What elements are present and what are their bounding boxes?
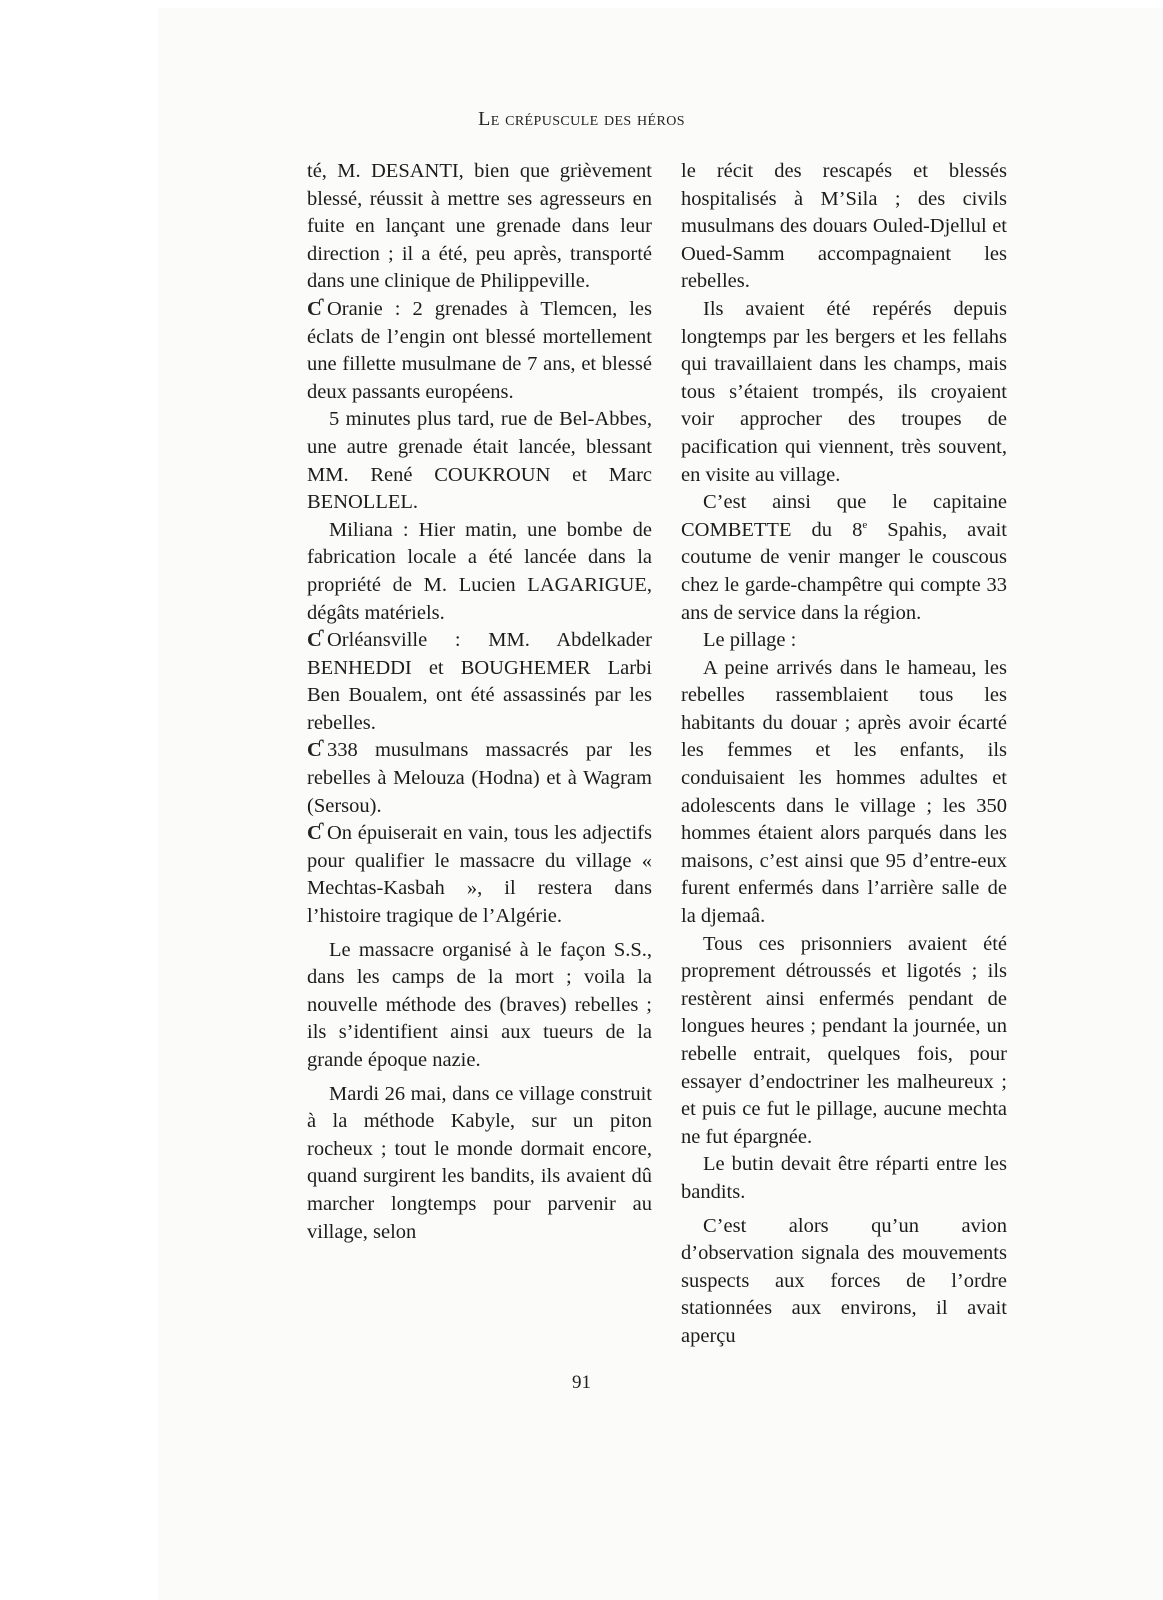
paragraph-text: C’est ainsi que le capitaine COMBETTE du 8 — [681, 491, 1007, 541]
paragraph: Ils avaient été repérés depuis longtemps par les bergers et les fellahs qui travaillaient dans les champs, mais tous s’étaient trompés, ils croyaient voir approcher des troupes de pacification qui viennent, très souvent, en visite au village. — [681, 297, 1007, 486]
paragraph: Miliana : Hier matin, une bombe de fabrication locale a été lancée dans la propriété de M. Lucien LAGARIGUE, dégâts matériels. — [307, 518, 652, 624]
paragraph: Le butin devait être réparti entre les bandits. — [681, 1153, 1007, 1203]
paragraph-text: Oranie : 2 grenades à Tlemcen, les éclats de l’engin ont blessé mortellement une fillette musulmane de 7 ans, et blessé deux passants européens. — [307, 297, 652, 403]
paragraph: Tous ces prisonniers avaient été proprement détroussés et ligotés ; ils restèrent ainsi enfermés pendant de longues heures ; pendant la journée, un rebelle entrait, quelques fois, pour essayer d’endoctriner les malheureux ; et puis ce fut le pillage, aucune mechta ne fut épargnée. — [681, 932, 1007, 1148]
ordinal-superscript: e — [862, 518, 868, 531]
paragraph: C’est alors qu’un avion d’observation signala des mouvements suspects aux forces de l’ordre stationnées aux environs, il avait aperçu — [681, 1214, 1007, 1347]
right-text-column — [681, 158, 1007, 1351]
paragraph-text: On épuiserait en vain, tous les adjectifs pour qualifier le massacre du village « Mechtas-Kasbah », il restera dans l’histoire tragique de l’Algérie. — [307, 822, 652, 928]
paragraph: té, M. DESANTI, bien que grièvement blessé, réussit à mettre ses agresseurs en fuite en lançant une grenade dans leur direction ; il a été, peu après, transporté dans une clinique de Philippeville. — [307, 160, 652, 293]
bullet-paragraph — [307, 737, 652, 820]
paragraph: le récit des rescapés et blessés hospitalisés à M’Sila ; des civils musulmans des douars Ouled-Djellul et Oued-Samm accompagnaient les rebelles. — [681, 160, 1007, 293]
running-title: Le crépuscule des héros — [478, 108, 685, 130]
paragraph: A peine arrivés dans le hameau, les rebelles rassemblaient tous les habitants du douar ; après avoir écarté les femmes et les enfants, ils conduisaient les hommes adultes et adolescents dans le village ; les 350 hommes étaient alors parqués dans les maisons, c’est ainsi que 95 d’entre-eux furent enfermés dans l’arrière salle de la djemaâ. — [681, 656, 1007, 928]
page-number: 91 — [572, 1372, 591, 1393]
section-label: Le pillage : — [703, 629, 797, 652]
paragraph-text: Orléansville : MM. Abdelkader BENHEDDI et BOUGHEMER Larbi Ben Boualem, ont été assassinés par les rebelles. — [307, 629, 652, 734]
paragraph: Le massacre organisé à le façon S.S., dans les camps de la mort ; voila la nouvelle méthode des (braves) rebelles ; ils s’identifient ainsi aux tueurs de la grande époque nazie. — [307, 938, 652, 1071]
paragraph — [681, 489, 1007, 627]
paragraph-text: Spahis, avait coutume de venir manger le couscous chez le garde-champêtre qui compte 33 ans de service dans la région. — [681, 518, 1007, 624]
left-text-column — [307, 158, 652, 1246]
paragraph: Mardi 26 mai, dans ce village construit à la méthode Kabyle, sur un piton rocheux ; tout le monde dormait encore, quand surgirent les bandits, ils avaient dû marcher longtemps pour parvenir au village, selon — [307, 1082, 652, 1243]
paragraph: 5 minutes plus tard, rue de Bel-Abbes, une autre grenade était lancée, blessant MM. René COUKROUN et Marc BENOLLEL. — [307, 408, 652, 514]
bullet-paragraph — [307, 820, 652, 930]
pointing-hand-icon: Ƈ — [307, 822, 322, 845]
paragraph-text: 338 musulmans massacrés par les rebelles à Melouza (Hodna) et à Wagram (Sersou). — [307, 739, 652, 817]
bullet-paragraph — [307, 627, 652, 737]
bullet-paragraph — [307, 296, 652, 406]
pointing-hand-icon: Ƈ — [307, 297, 322, 320]
pointing-hand-icon: Ƈ — [307, 629, 322, 652]
pointing-hand-icon: Ƈ — [307, 739, 322, 762]
